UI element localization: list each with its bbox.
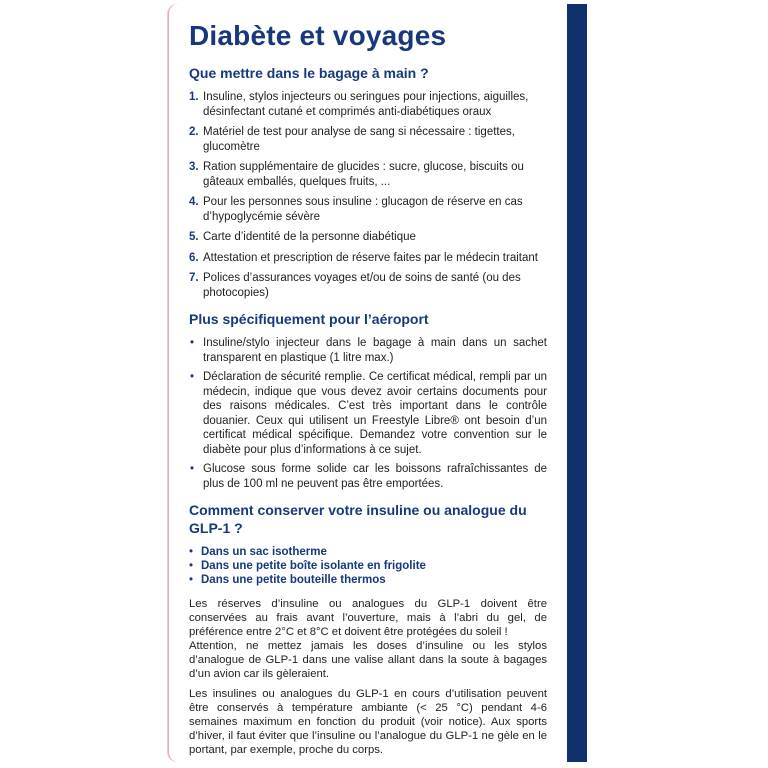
list-item: 5. Carte d’identité de la personne diabétique [189,231,416,243]
list-item: 6. Attestation et prescription de réserve faites par le médecin traitant [189,251,538,264]
list-item: • Insuline/stylo injecteur dans le bagage à main dans un sachet transparent en plastique (1 litre max.) [190,337,547,364]
airport-list [189,336,547,491]
leaflet-page [168,4,587,762]
warning-paragraph: Attention, ne mettez jamais les doses d’insuline ou les stylos d’analogue de GLP-1 dans une valise allant dans la soute à bagages d’un avion car ils gèleraient. [189,640,547,680]
list-item: • Dans une petite boîte isolante en frigolite [189,560,426,572]
hand-luggage-list [189,90,547,300]
list-item: 1. Insuline, stylos injecteurs ou seringues pour injections, aiguilles, désinfectant cutané et comprimés anti-diabétiques oraux [189,91,529,118]
side-color-bar [567,4,587,762]
list-item: 7. Polices d’assurances voyages et/ou de soins de santé (ou des photocopies) [189,272,521,299]
list-item: 2. Matériel de test pour analyse de sang si nécessaire : tigettes, glucomètre [189,126,515,153]
storage-options-list [189,545,547,587]
list-item: • Dans une petite bouteille thermos [189,574,386,586]
storage-paragraph: Les réserves d’insuline ou analogues du GLP-1 doivent être conservées au frais avant l’ouverture, mais à l’abri du gel, de préférence entre 2°C et 8°C et doivent être protégées du soleil ! [189,598,547,638]
section-heading-airport: Plus spécifiquement pour l’aéroport [189,311,429,327]
list-item: 4. Pour les personnes sous insuline : glucagon de réserve en cas d’hypoglycémie sévère [189,196,523,223]
list-item: • Dans un sac isotherme [189,546,327,558]
list-item: 3. Ration supplémentaire de glucides : sucre, glucose, biscuits ou gâteaux emballés, quelques fruits, ... [189,161,524,188]
leaflet-content [189,14,547,763]
section-heading-storage: Comment conserver votre insuline ou analogue du GLP-1 ? [189,502,527,536]
list-item: • Glucose sous forme solide car les boissons rafraîchissantes de plus de 100 ml ne peuvent pas être emportées. [190,463,547,490]
page-title: Diabète et voyages [189,20,447,51]
list-item: • Déclaration de sécurité remplie. Ce certificat médical, rempli par un médecin, indique que vous devez avoir certains documents pour des raisons médicales. C’est très important dans le contrôle douanier. Ceux qui utilisent un Freestyle Libre® ont besoin d’un certificat médical spécifique. Demandez votre convention sur le diabète pour plus d’informations à ce sujet. [190,371,547,456]
usage-paragraph: Les insulines ou analogues du GLP-1 en cours d’utilisation peuvent être conservés à température ambiante (< 25 °C) pendant 4-6 semaines maximum en fonction du produit (voir notice). Aux sports d’hiver, il faut éviter que l’insuline ou l’analogue du GLP-1 ne gèle en le portant, par exemple, proche du corps. [189,688,547,756]
section-heading-hand-luggage: Que mettre dans le bagage à main ? [189,65,429,81]
